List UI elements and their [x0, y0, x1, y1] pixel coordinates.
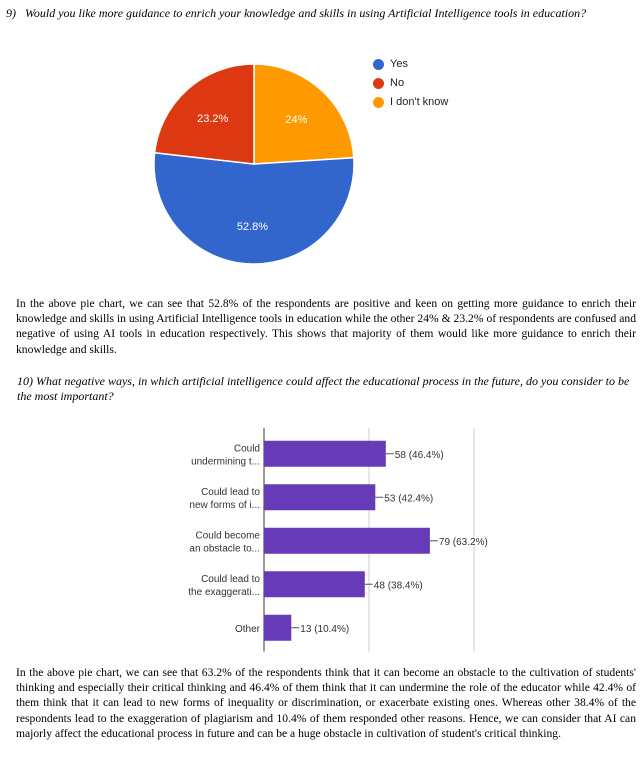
pie-label-dont-know: 24% — [285, 113, 308, 126]
bar — [264, 441, 386, 467]
legend-no-label: No — [390, 77, 405, 89]
legend-yes-label: Yes — [390, 58, 408, 70]
legend-item-yes — [373, 58, 408, 70]
question-10 — [17, 374, 635, 404]
value-label: 79 (63.2%) — [438, 536, 488, 548]
value-label: 53 (42.4%) — [384, 493, 434, 505]
value-label: 58 (46.4%) — [394, 449, 444, 461]
x-tick-label — [363, 660, 375, 661]
paragraph-pie-analysis: In the above pie chart, we can see that 52.8% of the respondents are positive and keen on getting more guidance to enrich their knowledge and skills in using Artificial Intelligence tools in education while the other 24% & 23.2% of respondents are confused and negative of using AI tools in education respectively. This shows that majority of them would like more guidance to enrich their knowledge and skills. — [16, 297, 636, 356]
question-9 — [6, 6, 636, 21]
question-9-number: 9) — [6, 6, 16, 20]
bar — [264, 571, 365, 597]
legend-item-dont-know — [373, 96, 448, 108]
bar — [264, 615, 291, 641]
x-tick-label — [261, 660, 267, 661]
paragraph-bar-analysis: In the above pie chart, we can see that 63.2% of the respondents think that it can become an obstacle to the cultivation of students' thinking and especially their critical thinking and 46.4% of them think that it can undermine the role of the educator while 42.4% of them think that it can lead to new forms of inequality or discrimination, or exacerbate existing ones. Whereas other 38.4% of the respondents lead to the exaggeration of plagiarism and 10.4% of them responded other reasons. Hence, we can consider that AI can majorly affect the educational process in future and can be a huge obstacle in cultivation of student's critical thinking. — [16, 666, 636, 740]
bar-chart — [0, 420, 642, 660]
question-10-text: What negative ways, in which artificial intelligence could affect the educational process in the future, do you consider to be the most important? — [17, 374, 630, 403]
pie-slice-yes — [154, 153, 354, 264]
legend-yes-swatch — [373, 59, 384, 70]
question-10-number: 10) — [17, 374, 33, 388]
category-label: Could lead to the exaggerati... — [188, 573, 260, 598]
bar — [264, 528, 430, 554]
question-9-text: Would you like more guidance to enrich your knowledge and skills in using Artificial Intelligence tools in education? — [25, 6, 587, 20]
category-label: Could undermining t... — [191, 443, 260, 468]
legend-no-swatch — [373, 78, 384, 89]
category-label: Could become an obstacle to... — [189, 530, 260, 555]
category-label: Could lead to new forms of i... — [189, 486, 260, 511]
bar — [264, 484, 375, 510]
legend-item-no — [373, 77, 404, 89]
value-label: 13 (10.4%) — [300, 623, 350, 635]
x-tick-label — [466, 660, 483, 661]
pie-chart — [0, 40, 642, 320]
value-label: 48 (38.4%) — [373, 580, 423, 592]
legend-dont-know-swatch — [373, 97, 384, 108]
pie-label-no: 23.2% — [197, 112, 229, 125]
pie-label-yes: 52.8% — [236, 220, 269, 233]
category-label: Other — [234, 623, 260, 635]
legend-dont-know-label: I don't know — [390, 96, 449, 108]
